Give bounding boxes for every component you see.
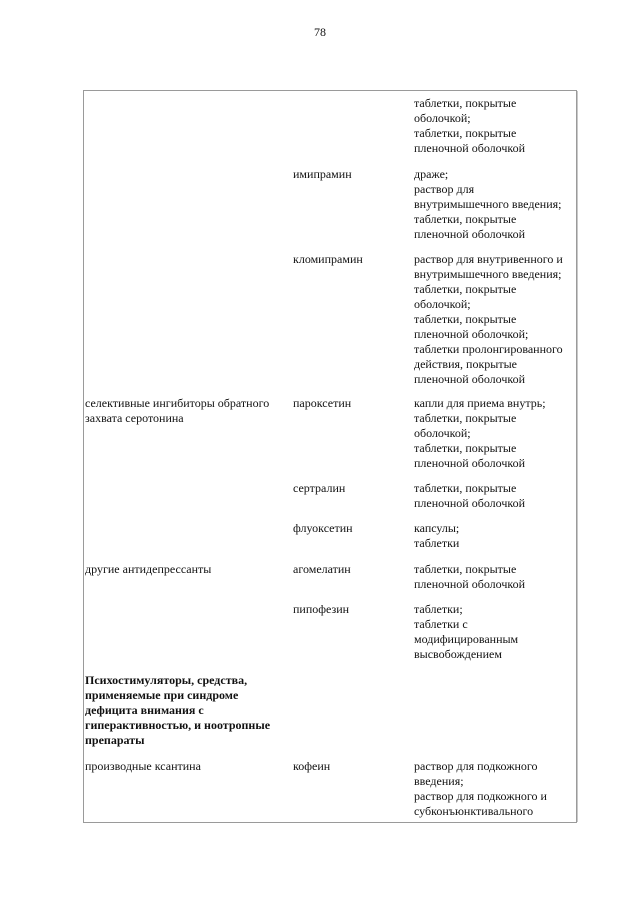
row-9-substance: кофеин (293, 759, 331, 773)
row-2-substance: кломипрамин (293, 252, 363, 266)
page-number: 78 (314, 25, 326, 39)
row-4-forms: таблетки, покрытые пленочной оболочкой (414, 481, 526, 510)
row-6-forms: таблетки, покрытые пленочной оболочкой (414, 562, 526, 591)
row-3-substance: пароксетин (293, 396, 352, 410)
row-1-substance: имипрамин (293, 167, 352, 181)
row-9-group: производные ксантина (85, 759, 201, 773)
row-3-forms: капли для приема внутрь; таблетки, покрытые оболочкой; таблетки, покрытые пленочной оболочкой (414, 396, 546, 470)
row-7-substance: пипофезин (293, 602, 350, 616)
row-2-forms: раствор для внутривенного и внутримышечного введения; таблетки, покрытые оболочкой; таблетки, покрытые пленочной оболочкой; таблетки пролонгированного действия, покрытые пленочной оболочкой (414, 252, 563, 386)
row-5-substance: флуоксетин (293, 521, 353, 535)
row-7-forms: таблетки; таблетки с модифицированным высвобождением (414, 602, 519, 661)
row-4-substance: сертралин (293, 481, 346, 495)
row-0-forms: таблетки, покрытые оболочкой; таблетки, покрытые пленочной оболочкой (414, 96, 526, 155)
section-heading: Психостимуляторы, средства, применяемые при синдроме дефицита внимания с гиперактивностью, и ноотропные препараты (85, 673, 271, 747)
row-6-group: другие антидепрессанты (85, 562, 212, 576)
row-1-forms: драже; раствор для внутримышечного введения; таблетки, покрытые пленочной оболочкой (414, 167, 562, 241)
row-5-forms: капсулы; таблетки (414, 521, 460, 550)
row-3-group: селективные ингибиторы обратного захвата серотонина (85, 396, 270, 425)
row-9-forms: раствор для подкожного введения; раствор для подкожного и субконъюнктивального (414, 759, 547, 818)
row-6-substance: агомелатин (293, 562, 351, 576)
